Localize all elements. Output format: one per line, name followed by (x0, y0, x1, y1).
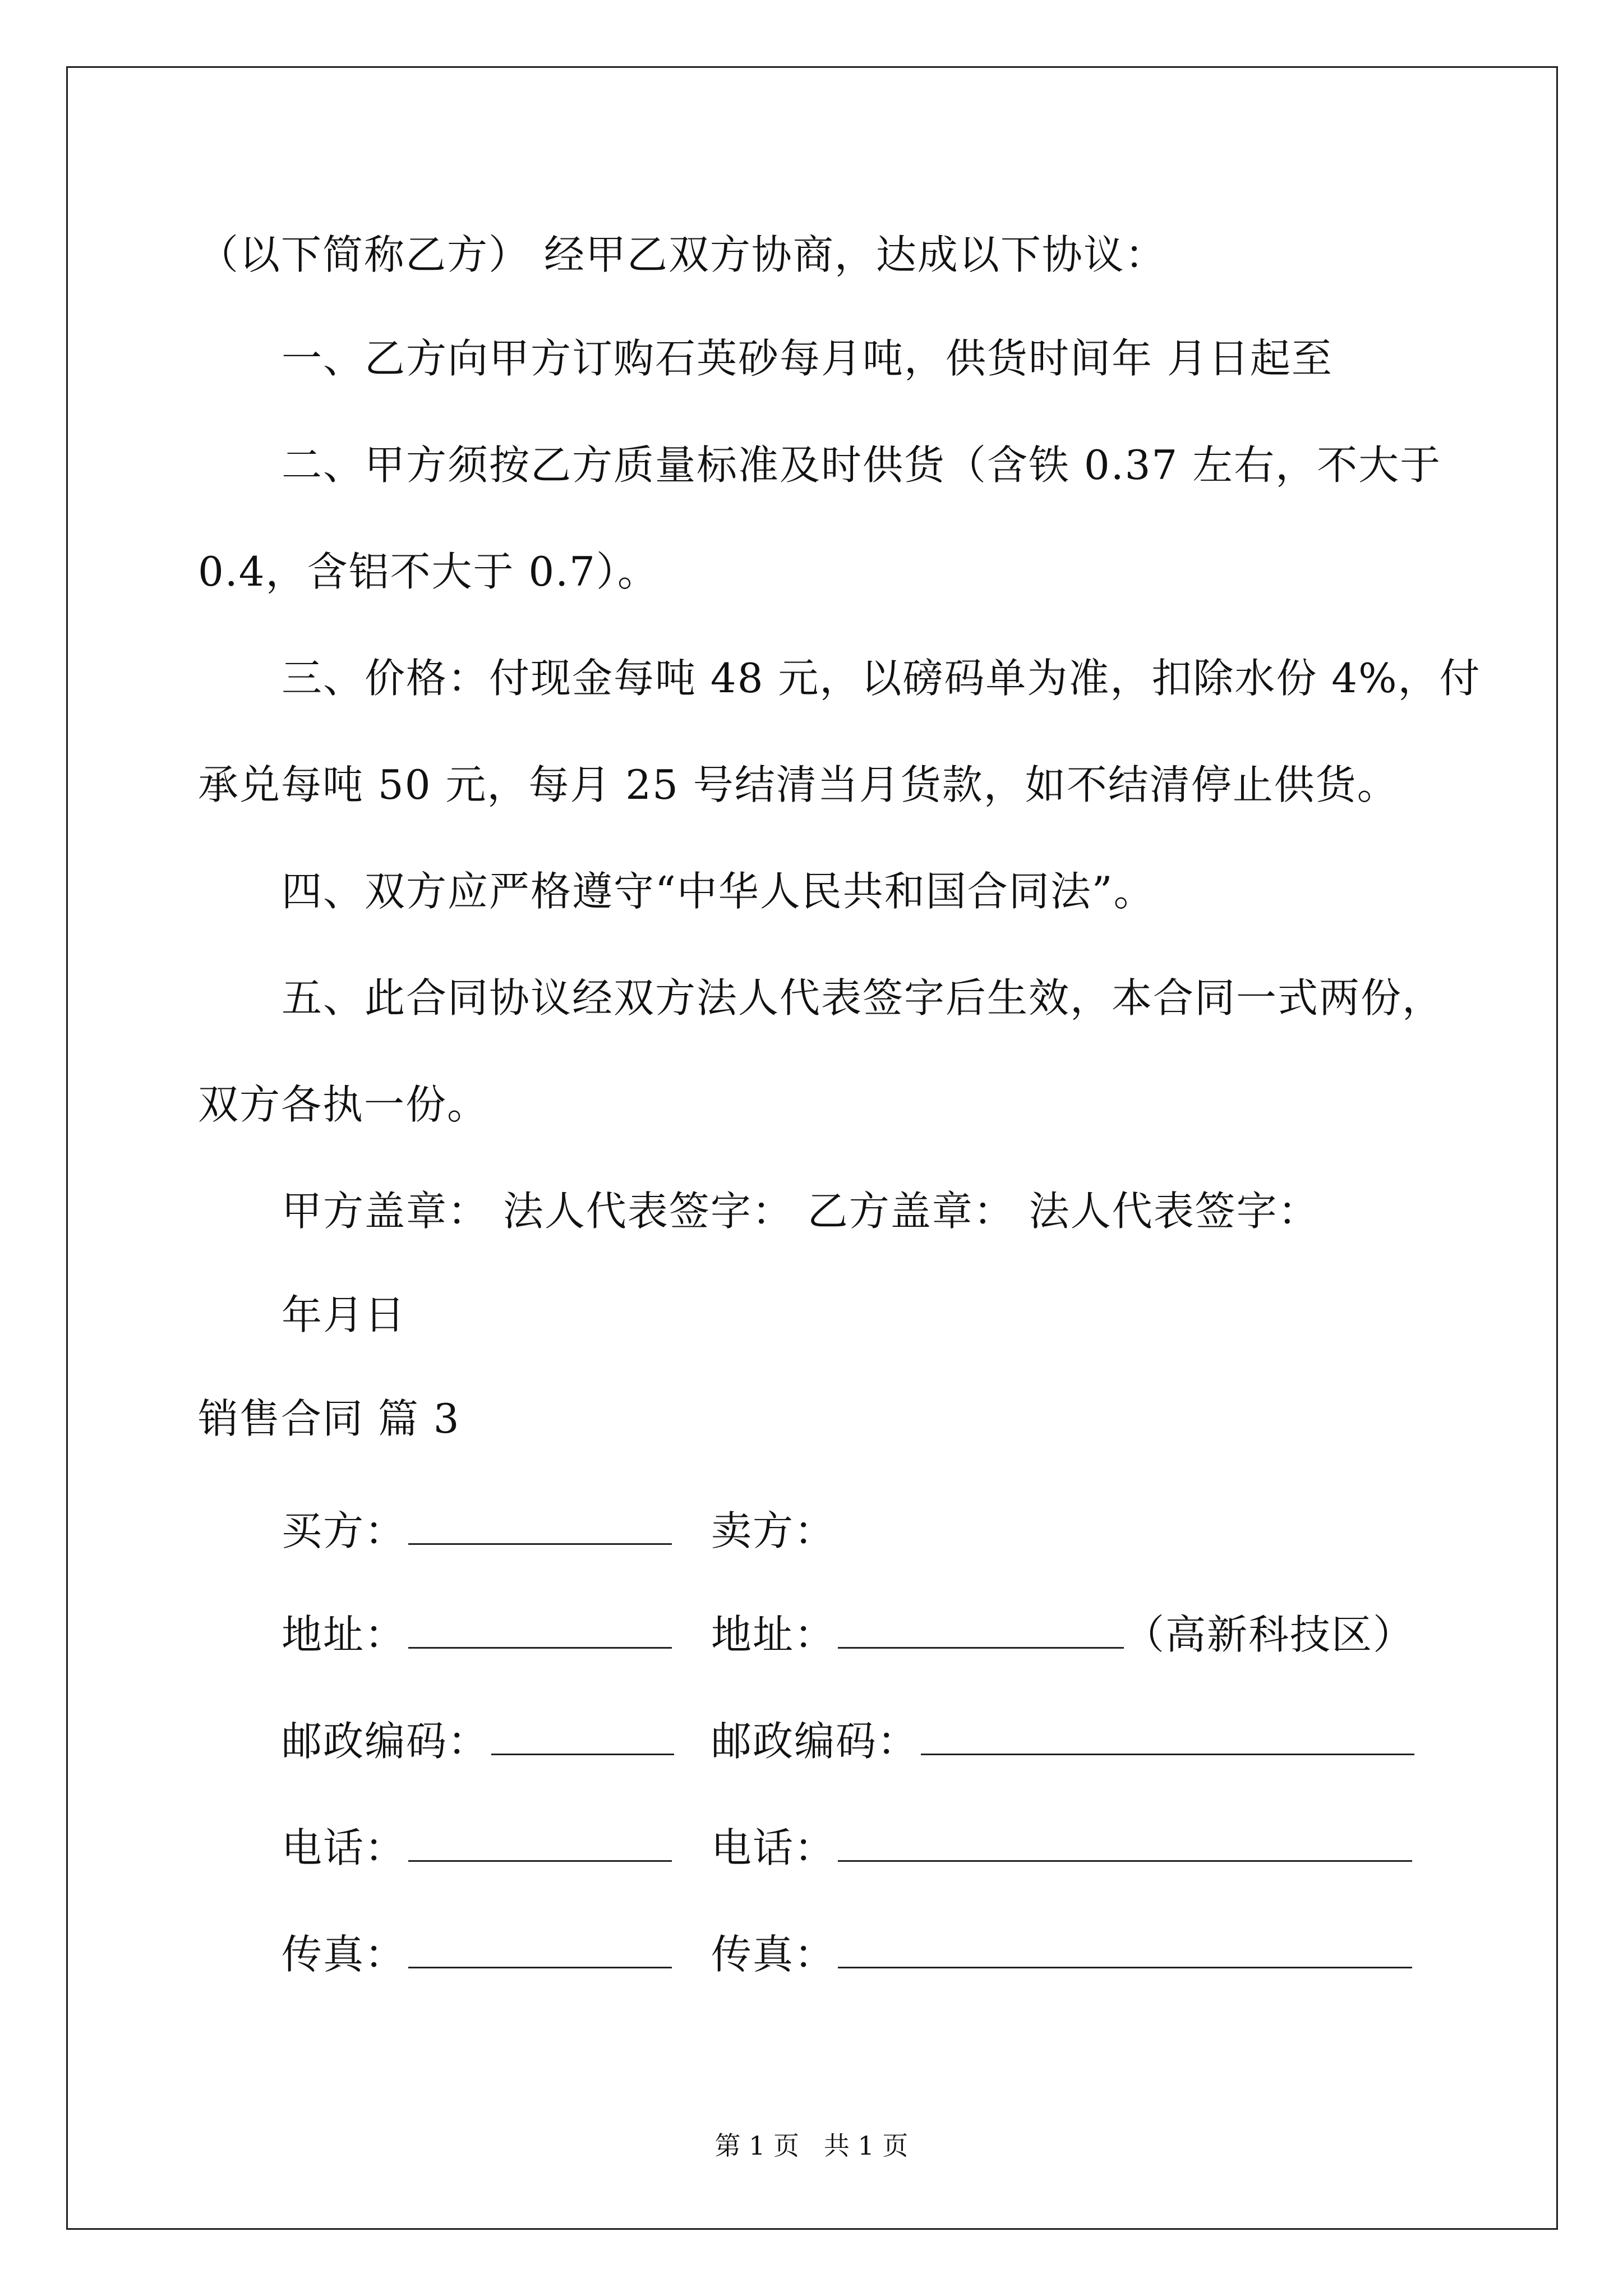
buyer-phone-row (282, 1820, 672, 1876)
buyer-postcode-blank (491, 1719, 674, 1755)
clause-3: 三、价格：付现金每吨 48 元，以磅码单为准，扣除水份 4%，付 (282, 655, 1481, 702)
seller-fax-blank (838, 1932, 1412, 1968)
buyer-postcode-label: 邮政编码： (282, 1718, 490, 1765)
buyer-fax-label: 传真： (282, 1931, 407, 1978)
buyer-fax-row (282, 1926, 672, 1982)
clause-5: 五、此合同协议经双方法人代表签字后生效，本合同一式两份， (282, 974, 1444, 1022)
clause-5-continued: 双方各执一份。 (198, 1081, 489, 1128)
buyer-blank (408, 1508, 672, 1545)
clause-4: 四、双方应严格遵守“中华人民共和国合同法”。 (282, 868, 1155, 915)
seller-address-blank (838, 1612, 1124, 1649)
buyer-fax-blank (408, 1932, 672, 1968)
page-border (66, 66, 1558, 2230)
seller-address-label: 地址： (711, 1611, 836, 1658)
signature-line: 甲方盖章： 法人代表签字： 乙方盖章： 法人代表签字： (282, 1188, 1320, 1235)
seller-row (711, 1503, 836, 1559)
buyer-label: 买方： (282, 1507, 407, 1554)
clause-1: 一、乙方向甲方订购石英砂每月吨，供货时间年 月日起至 (282, 335, 1333, 382)
seller-phone-row (711, 1820, 1412, 1876)
seller-postcode-label: 邮政编码： (711, 1718, 919, 1765)
buyer-postcode-row (282, 1713, 674, 1769)
clause-2: 二、甲方须按乙方质量标准及时供货（含铁 0.37 左右，不大于 (282, 441, 1442, 489)
clause-2-continued: 0.4，含铝不大于 0.7）。 (198, 548, 659, 595)
buyer-phone-blank (408, 1825, 672, 1862)
address-note: （高新科技区） (1124, 1611, 1415, 1658)
paragraph-intro: （以下简称乙方） 经甲乙双方协商，达成以下协议： (198, 231, 1166, 278)
seller-postcode-row (711, 1713, 1414, 1769)
clause-3-continued: 承兑每吨 50 元，每月 25 号结清当月货款，如不结清停止供货。 (198, 761, 1399, 808)
buyer-row (282, 1503, 672, 1559)
section-heading: 销售合同 篇 3 (198, 1395, 460, 1442)
date-line: 年月日 (282, 1291, 407, 1338)
buyer-address-label: 地址： (282, 1611, 407, 1658)
seller-phone-label: 电话： (711, 1824, 836, 1871)
buyer-address-row (282, 1607, 672, 1663)
buyer-phone-label: 电话： (282, 1824, 407, 1871)
seller-fax-label: 传真： (711, 1931, 836, 1978)
seller-label: 卖方： (711, 1507, 836, 1554)
seller-address-row (711, 1607, 1414, 1663)
seller-phone-blank (838, 1825, 1412, 1862)
page-footer: 第 1 页 共 1 页 (714, 2131, 909, 2161)
buyer-address-blank (408, 1612, 672, 1649)
seller-fax-row (711, 1926, 1412, 1982)
seller-postcode-blank (921, 1719, 1414, 1755)
